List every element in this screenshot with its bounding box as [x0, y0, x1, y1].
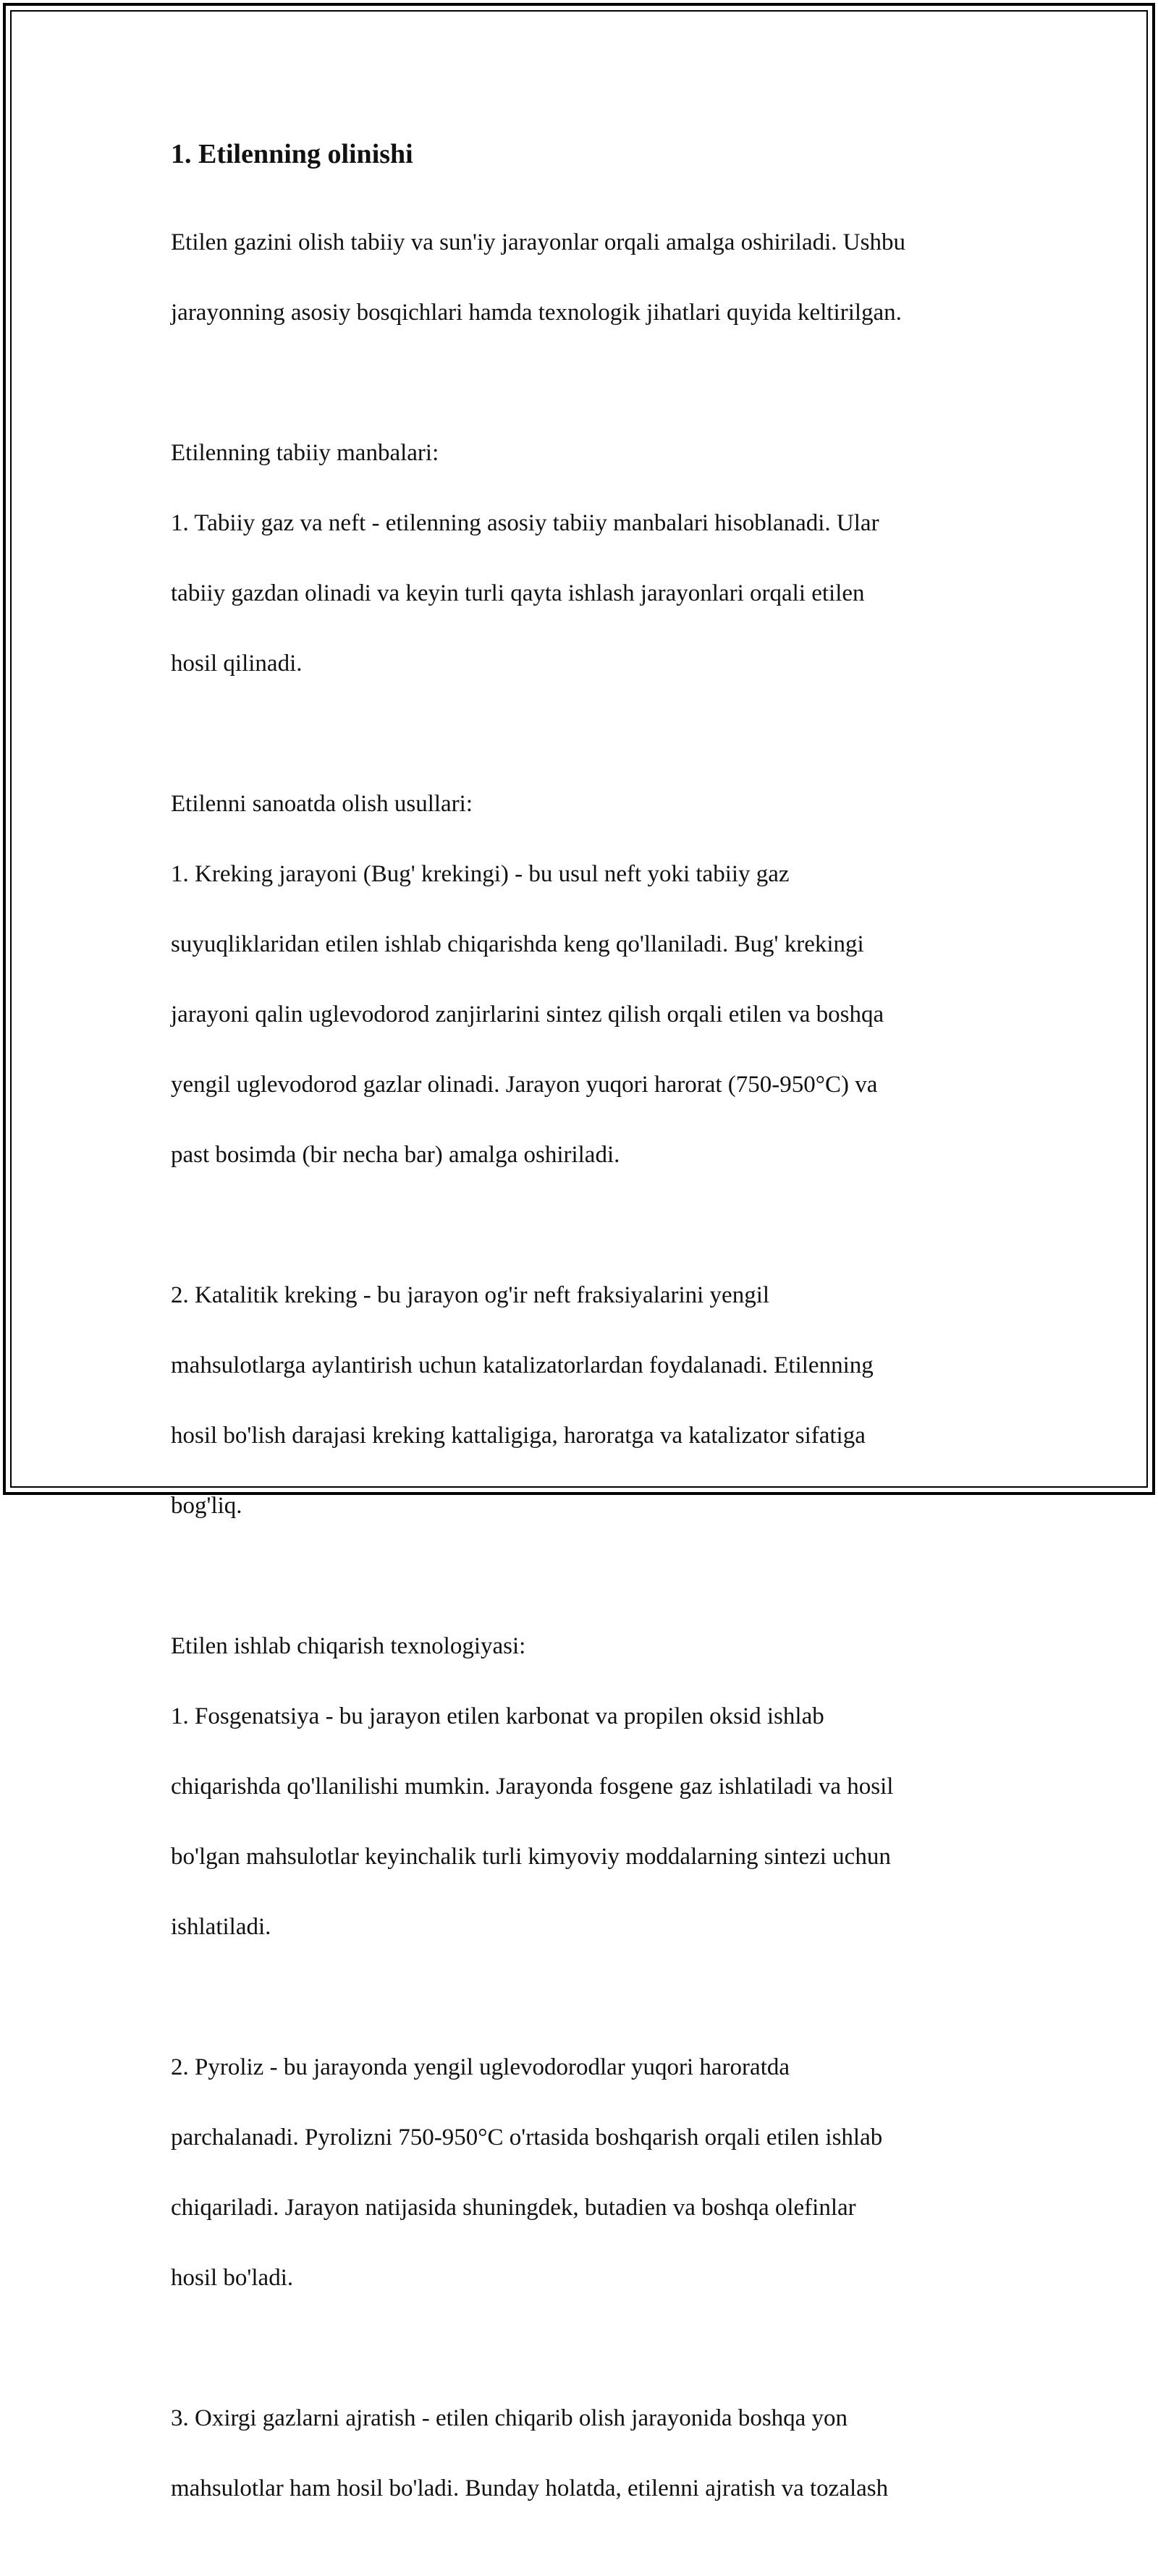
- text-line: jarayonning asosiy bosqichlari hamda texnologik jihatlari quyida keltirilgan.: [171, 299, 902, 326]
- text-line: chiqarishda qo'llanilishi mumkin. Jarayonda fosgene gaz ishlatiladi va hosil: [171, 1773, 894, 1800]
- text-line: Etilen gazini olish tabiiy va sun'iy jarayonlar orqali amalga oshiriladi. Ushbu: [171, 229, 905, 255]
- text-line: suyuqliklaridan etilen ishlab chiqarishda keng qo'llaniladi. Bug' krekingi: [171, 931, 864, 957]
- text-line: past bosimda (bir necha bar) amalga oshiriladi.: [171, 1141, 620, 1168]
- text-line: mahsulotlar ham hosil bo'ladi. Bunday holatda, etilenni ajratish va tozalash: [171, 2475, 889, 2501]
- text-line: tabiiy gazdan olinadi va keyin turli qayta ishlash jarayonlari orqali etilen: [171, 580, 865, 606]
- text-line: parchalanadi. Pyrolizni 750-950°C o'rtasida boshqarish orqali etilen ishlab: [171, 2124, 883, 2151]
- text-line: mahsulotlarga aylantirish uchun katalizatorlardan foydalanadi. Etilenning: [171, 1352, 874, 1378]
- text-line: 1. Fosgenatsiya - bu jarayon etilen karbonat va propilen oksid ishlab: [171, 1703, 824, 1729]
- text-line: ishlatiladi.: [171, 1913, 271, 1940]
- text-line: Etilenni sanoatda olish usullari:: [171, 790, 473, 817]
- text-line: hosil bo'lish darajasi kreking kattaligiga, haroratga va katalizator sifatiga: [171, 1422, 866, 1449]
- text-line: jarayoni qalin uglevodorod zanjirlarini sintez qilish orqali etilen va boshqa: [171, 1001, 884, 1028]
- text-line: 2. Katalitik kreking - bu jarayon og'ir neft fraksiyalarini yengil: [171, 1281, 770, 1308]
- text-line: Etilen ishlab chiqarish texnologiyasi:: [171, 1632, 526, 1659]
- text-line: 2. Pyroliz - bu jarayonda yengil uglevodorodlar yuqori haroratda: [171, 2054, 790, 2080]
- section-heading: 1. Etilenning olinishi: [171, 139, 413, 169]
- paragraph-pyrolysis: [171, 2014, 1003, 2331]
- paragraph-industrial-methods: [171, 751, 1003, 1208]
- paragraph-natural-sources: [171, 400, 1003, 716]
- text-line: 3. Oxirgi gazlarni ajratish - etilen chiqarib olish jarayonida boshqa yon: [171, 2405, 848, 2431]
- text-line: 1. Tabiiy gaz va neft - etilenning asosiy tabiiy manbalari hisoblanadi. Ular: [171, 509, 879, 536]
- document-body: [171, 135, 1003, 2576]
- paragraph-gas-separation: [171, 2365, 1003, 2541]
- text-line: 1. Kreking jarayoni (Bug' krekingi) - bu usul neft yoki tabiiy gaz: [171, 860, 790, 887]
- paragraph-catalytic-cracking: [171, 1242, 1003, 1559]
- text-line: yengil uglevodorod gazlar olinadi. Jarayon yuqori harorat (750-950°C) va: [171, 1071, 878, 1098]
- paragraph-production-technology: [171, 1593, 1003, 1980]
- text-line: hosil qilinadi.: [171, 650, 303, 677]
- text-line: Etilenning tabiiy manbalari:: [171, 439, 439, 466]
- text-line: chiqariladi. Jarayon natijasida shuningdek, butadien va boshqa olefinlar: [171, 2194, 856, 2221]
- text-line: bog'liq.: [171, 1492, 242, 1519]
- text-line: bo'lgan mahsulotlar keyinchalik turli kimyoviy moddalarning sintezi uchun: [171, 1843, 891, 1870]
- paragraph-intro: [171, 190, 1003, 365]
- text-line: hosil bo'ladi.: [171, 2264, 294, 2291]
